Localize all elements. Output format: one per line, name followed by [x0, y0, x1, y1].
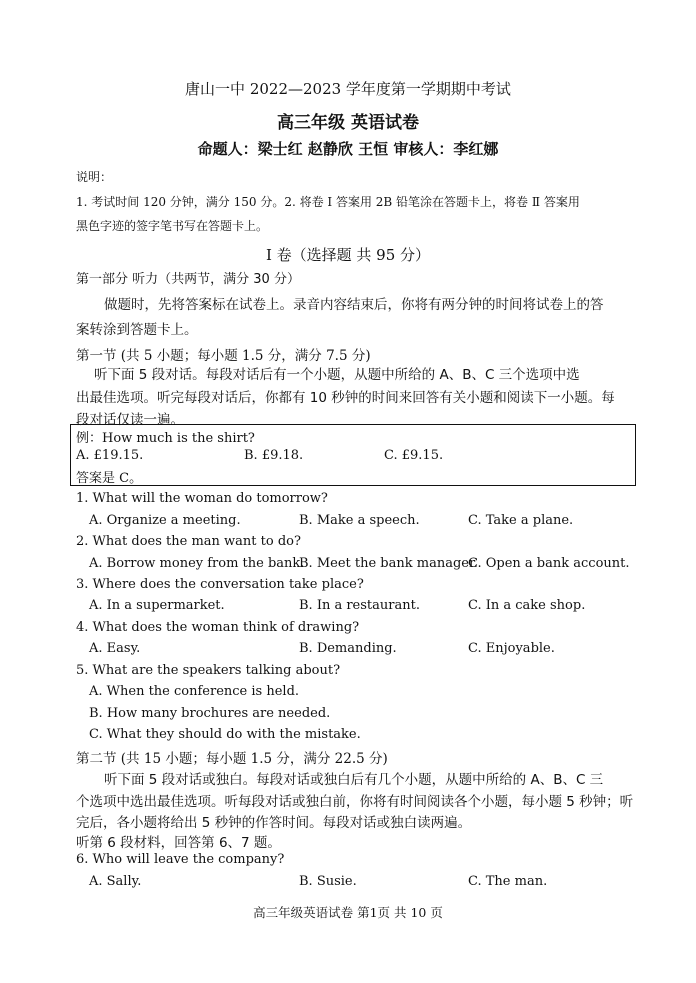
q6-option-c: C. The man.: [468, 874, 548, 889]
question-6: 6. Who will leave the company?: [76, 852, 285, 867]
q6-option-b: B. Susie.: [299, 874, 357, 889]
q3-option-a: A. In a supermarket.: [89, 598, 225, 613]
q4-option-c: C. Enjoyable.: [468, 641, 555, 656]
example-option-b: B. £9.18.: [244, 448, 304, 463]
q5-option-b: B. How many brochures are needed.: [89, 706, 331, 721]
q5-option-c: C. What they should do with the mistake.: [89, 727, 361, 742]
question-2: 2. What does the man want to do?: [76, 534, 301, 549]
question-3: 3. Where does the conversation take place?: [76, 577, 364, 592]
q5-option-a: A. When the conference is held.: [89, 684, 300, 699]
section2-material: 听第 6 段材料，回答第 6、7 题。: [76, 835, 281, 851]
q6-option-a: A. Sally.: [89, 874, 142, 889]
section2-instr-line-1: 听下面 5 段对话或独白。每段对话或独白后有几个小题，从题中所给的 A、B、C 三: [104, 772, 604, 788]
page-footer: 高三年级英语试卷 第1页 共 10 页: [253, 905, 443, 920]
q1-option-b: B. Make a speech.: [299, 513, 420, 528]
section2-heading: 第二节 (共 15 小题；每小题 1.5 分，满分 22.5 分): [76, 751, 388, 767]
notes-label: 说明：: [76, 170, 113, 184]
question-5: 5. What are the speakers talking about?: [76, 663, 341, 678]
q4-option-b: B. Demanding.: [299, 641, 397, 656]
example-option-a: A. £19.15.: [76, 448, 144, 463]
part1-heading: 第一部分 听力（共两节，满分 30 分）: [76, 272, 300, 287]
exam-subtitle: 高三年级 英语试卷: [277, 113, 419, 133]
section1-instr-line-2: 出最佳选项。听完每段对话后，你都有 10 秒钟的时间来回答有关小题和阅读下一小题。每: [76, 390, 615, 406]
volume-title: Ⅰ 卷（选择题 共 95 分）: [265, 246, 431, 264]
q2-option-b: B. Meet the bank manager.: [299, 556, 478, 571]
q3-option-c: C. In a cake shop.: [468, 598, 586, 613]
notes-line-1: 1. 考试时间 120 分钟，满分 150 分。2. 将卷 Ⅰ 答案用 2B 铅笔涂在答题卡上，将卷 Ⅱ 答案用: [76, 195, 580, 209]
q4-option-a: A. Easy.: [89, 641, 141, 656]
section1-instr-line-1: 听下面 5 段对话。每段对话后有一个小题，从题中所给的 A、B、C 三个选项中选: [94, 367, 580, 383]
question-1: 1. What will the woman do tomorrow?: [76, 491, 328, 506]
q1-option-c: C. Take a plane.: [468, 513, 574, 528]
section1-heading: 第一节 (共 5 小题；每小题 1.5 分，满分 7.5 分): [76, 348, 371, 364]
exam-authors: 命题人：梁士红 赵静欣 王恒 审核人：李红娜: [197, 140, 499, 158]
part1-intro-line-1: 做题时，先将答案标在试卷上。录音内容结束后，你将有两分钟的时间将试卷上的答: [104, 297, 604, 313]
example-question: 例：How much is the shirt?: [76, 431, 255, 446]
q3-option-b: B. In a restaurant.: [299, 598, 420, 613]
notes-line-2: 黑色字迹的签字笔书写在答题卡上。: [76, 219, 269, 233]
q2-option-c: C. Open a bank account.: [468, 556, 630, 571]
example-box: [70, 424, 636, 486]
exam-title: 唐山一中 2022—2023 学年度第一学期期中考试: [185, 80, 511, 98]
section1-instr-line-3: 段对话仅读一遍。: [76, 412, 184, 428]
section2-instr-line-3: 完后，各小题将给出 5 秒钟的作答时间。每段对话或独白读两遍。: [76, 815, 472, 831]
part1-intro-line-2: 案转涂到答题卡上。: [76, 322, 198, 338]
q2-option-a: A. Borrow money from the bank.: [89, 556, 305, 571]
section2-instr-line-2: 个选项中选出最佳选项。听每段对话或独白前，你将有时间阅读各个小题，每小题 5 秒钟；听: [76, 794, 634, 810]
question-4: 4. What does the woman think of drawing?: [76, 620, 360, 635]
q1-option-a: A. Organize a meeting.: [89, 513, 241, 528]
example-answer: 答案是 C。: [76, 471, 143, 486]
example-option-c: C. £9.15.: [384, 448, 444, 463]
